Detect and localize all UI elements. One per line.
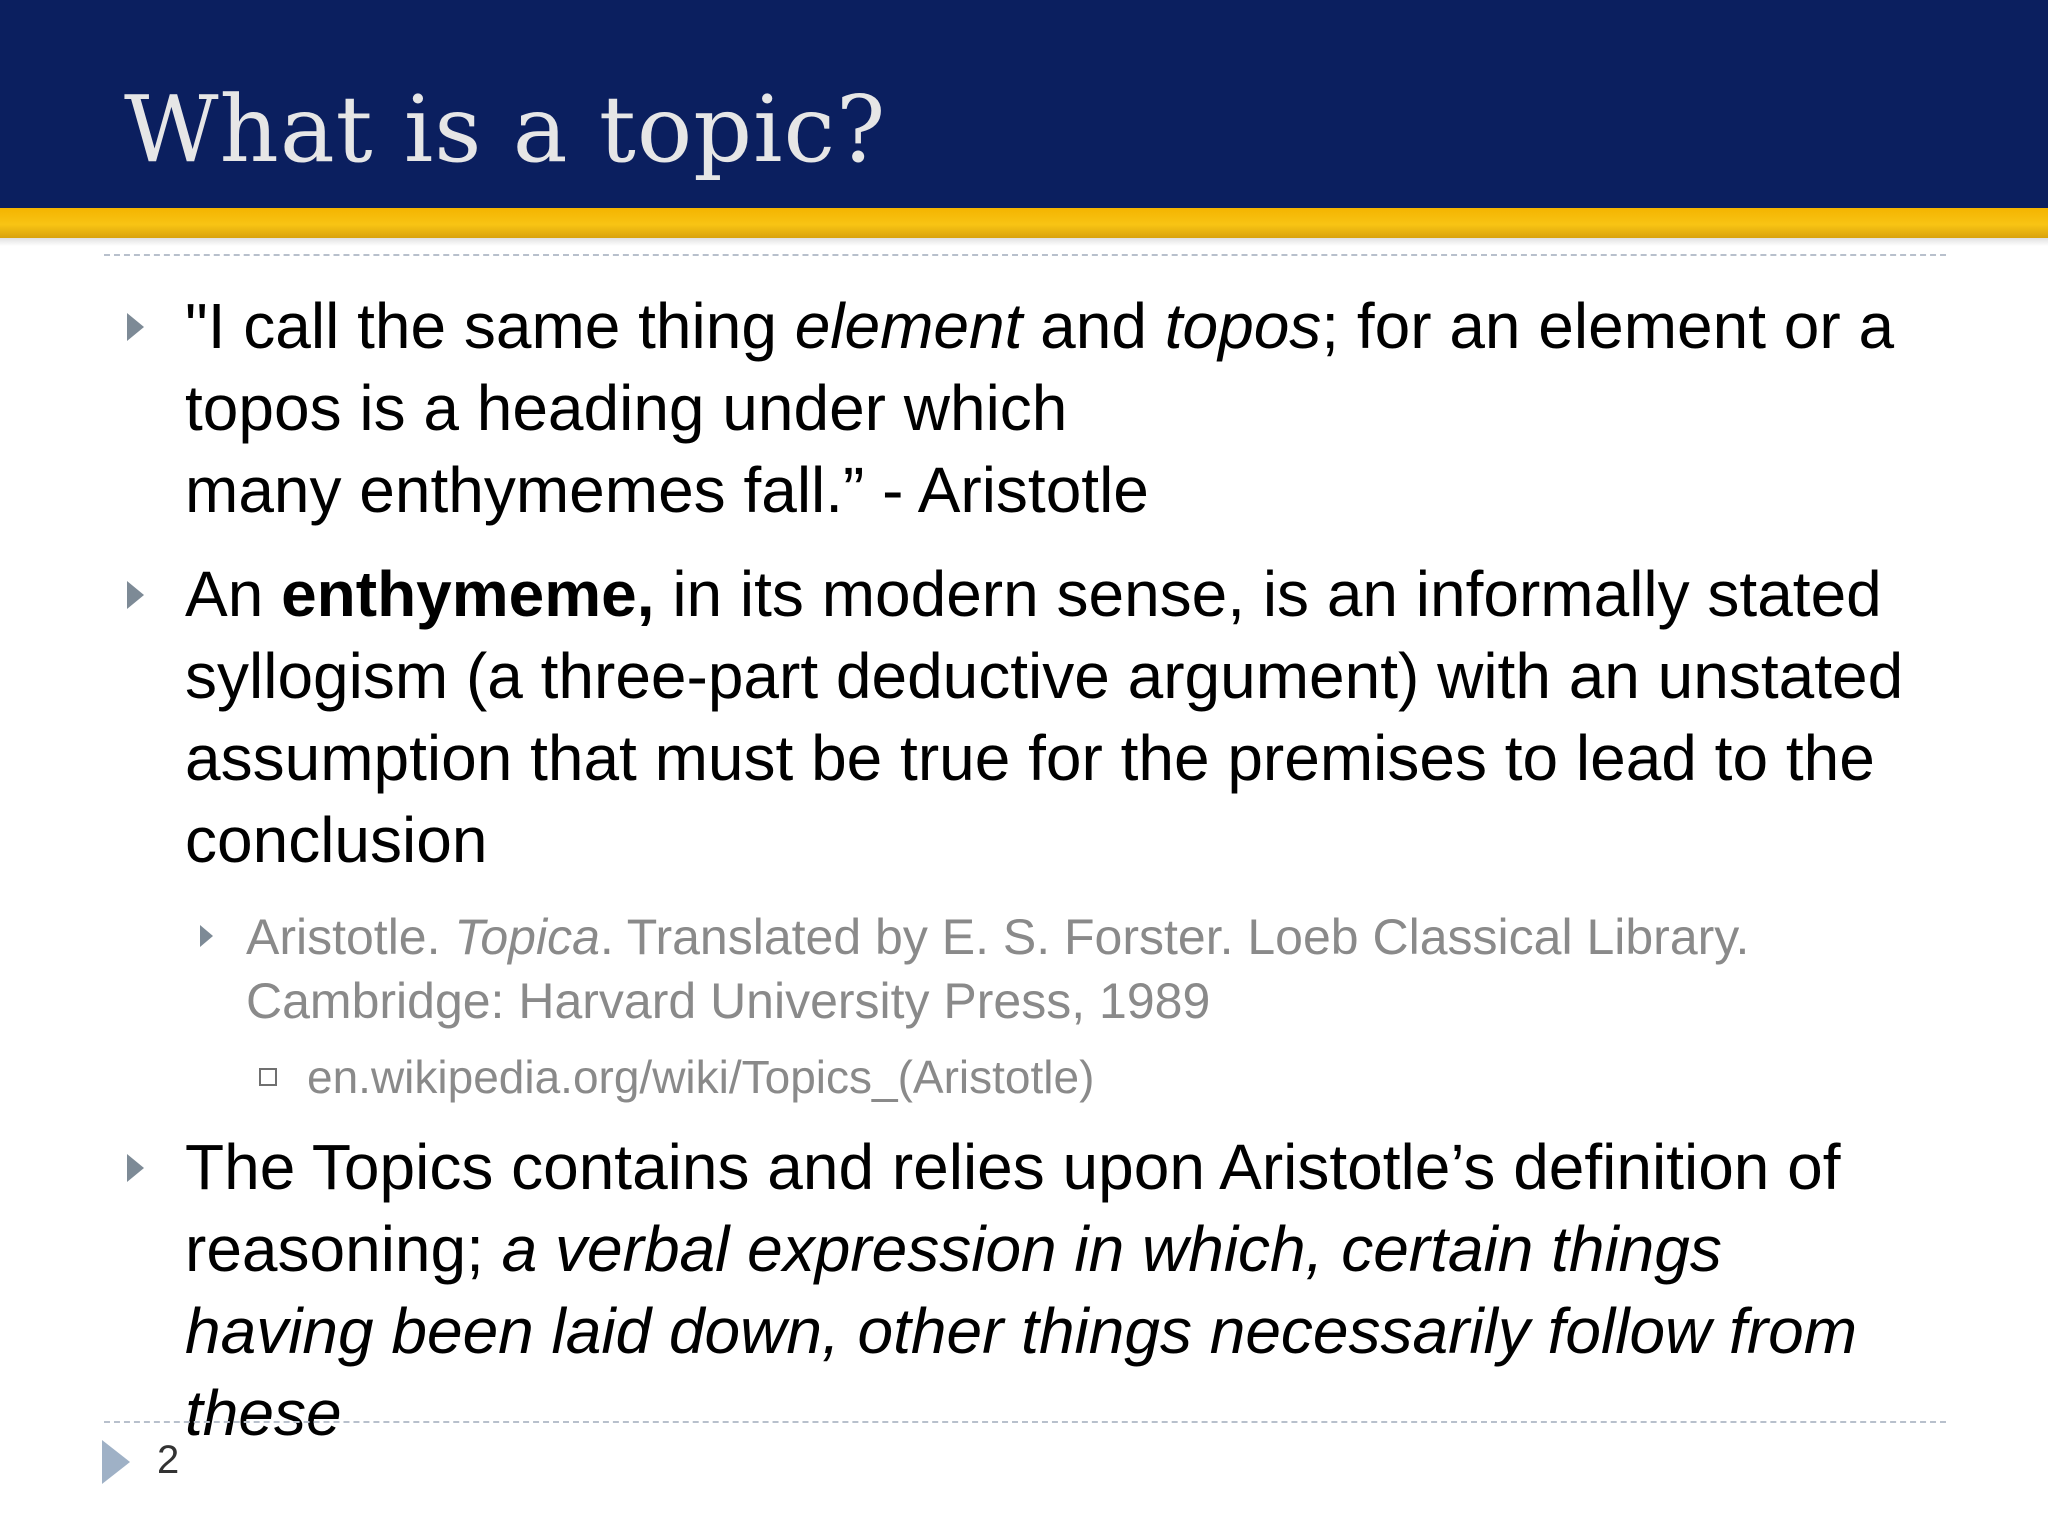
citation-title: Topica <box>454 909 600 965</box>
enthymeme-text-2: in its modern sense, is an informally stated syllogism (a three-part deductive argument) with an unstated assumption that must be true for the premises to lead to the conclusion <box>185 558 1904 876</box>
bullet-aristotle-quote <box>185 285 1925 531</box>
quote-text-1: "I call the same thing <box>185 290 795 362</box>
quote-text-4: many enthymemes fall.” - Aristotle <box>185 454 1149 526</box>
quote-text-2: and <box>1022 290 1165 362</box>
slide-body <box>0 285 2048 1454</box>
citation-details: . Translated by E. S. Forster. Loeb Classical Library. Cambridge: Harvard University Press, 1989 <box>246 909 1750 1029</box>
citation-author: Aristotle. <box>246 909 455 965</box>
sub-sub-bullet-link <box>307 1048 1907 1106</box>
sub-bullet-citation <box>246 905 1946 1033</box>
topics-text-1: The Topics contains and relies upon Aristotle’s definition of reasoning; <box>185 1131 1841 1285</box>
bottom-divider <box>104 1421 1946 1423</box>
page-number: 2 <box>157 1438 180 1482</box>
reasoning-definition: a verbal expression in which, certain things having been laid down, other things necessarily follow from these <box>185 1213 1858 1449</box>
top-divider <box>104 254 1946 256</box>
slide-title: What is a topic? <box>124 76 887 183</box>
quote-term-element: element <box>794 290 1023 362</box>
bullet-triangle-icon <box>127 313 144 341</box>
hollow-square-bullet-icon <box>259 1068 277 1086</box>
footer-triangle-icon <box>102 1440 130 1484</box>
bullet-enthymeme-definition <box>185 553 1925 881</box>
sub-bullet-triangle-icon <box>200 925 213 947</box>
accent-bar <box>0 208 2048 238</box>
enthymeme-text-1: An <box>185 558 282 630</box>
bullet-triangle-icon <box>127 1154 144 1182</box>
enthymeme-term: enthymeme, <box>281 558 655 630</box>
bullet-topics-reasoning <box>185 1126 1925 1454</box>
bullet-triangle-icon <box>127 581 144 609</box>
wikipedia-link: en.wikipedia.org/wiki/Topics_(Aristotle) <box>307 1051 1095 1103</box>
quote-text-3: ; for an element or a topos is a heading under which <box>185 290 1895 444</box>
accent-bar-shadow <box>0 238 2048 246</box>
quote-term-topos: topos <box>1164 290 1322 362</box>
